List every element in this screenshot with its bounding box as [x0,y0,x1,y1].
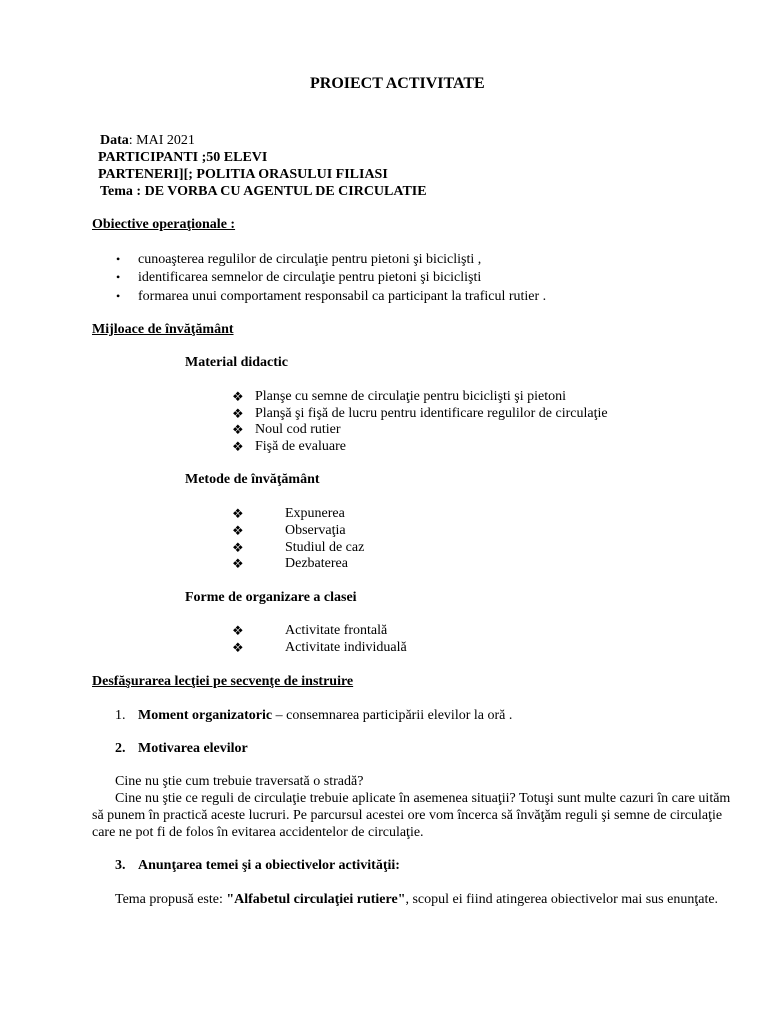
theme-paragraph [92,891,732,908]
material-item: Noul cod rutier [255,422,341,437]
methods-heading: Metode de învăţământ [185,472,320,487]
motivation-paragraph: Cine nu ştie ce reguli de circulaţie trebuie aplicate în asemenea situaţii? Totuşi sunt multe cazuri în care uităm să punem în practică aceste lucruri. Pe parcursul acestei ore vom încerca să învăţăm reguli şi semne de circulaţie care ne pot fi de folos în evitarea accidentelor de circulaţie. [92,791,731,840]
step-2-number: 2. [115,741,126,756]
means-heading: Mijloace de învăţământ [92,322,234,337]
diamond-bullet-icon: ❖ [232,556,244,571]
partners-line: PARTENERI][; POLITIA ORASULUI FILIASI [98,167,388,182]
step-1-text: – consemnarea participării elevilor la oră . [272,708,513,723]
diamond-bullet-icon: ❖ [232,389,244,404]
theme-rest: , scopul ei fiind atingerea obiectivelor mai sus enunţate. [405,892,719,907]
method-item: Expunerea [285,506,345,521]
form-item: Activitate individuală [285,640,407,655]
diamond-bullet-icon: ❖ [232,540,244,555]
material-heading: Material didactic [185,355,289,370]
lesson-sequence-heading: Desfăşurarea lecţiei pe secvenţe de instruire [92,674,354,689]
diamond-bullet-icon: ❖ [232,523,244,538]
step-2-title: Motivarea elevilor [138,741,248,756]
forms-heading: Forme de organizare a clasei [185,590,357,605]
material-item: Planşe cu semne de circulaţie pentru biciclişti şi pietoni [255,389,567,404]
diamond-bullet-icon: ❖ [232,640,244,655]
date-label: Data [100,133,129,148]
method-item: Studiul de caz [285,540,365,555]
material-item: Planşă şi fişă de lucru pentru identificare regulilor de circulaţie [255,406,608,421]
date-value: : MAI 2021 [128,133,195,148]
motivation-question-1: Cine nu ştie cum trebuie traversată o stradă? [115,774,364,789]
step-1-title: Moment organizatoric [138,708,273,723]
bullet-icon: • [116,270,121,284]
diamond-bullet-icon: ❖ [232,422,244,437]
diamond-bullet-icon: ❖ [232,623,244,638]
diamond-bullet-icon: ❖ [232,439,244,454]
step-1 [138,707,512,724]
theme-line: Tema : DE VORBA CU AGENTUL DE CIRCULATIE [100,184,427,199]
objective-item: identificarea semnelor de circulaţie pentru pietoni şi biciclişti [138,270,482,285]
theme-title: "Alfabetul circulaţiei rutiere" [226,892,406,907]
page-title: PROIECT ACTIVITATE [310,75,485,92]
step-1-number: 1. [115,708,126,723]
material-item: Fişă de evaluare [255,439,346,454]
theme-intro: Tema propusă este: [115,892,227,907]
step-3-number: 3. [115,858,126,873]
objectives-heading: Obiective operaţionale : [92,217,236,232]
objective-item: cunoaşterea regulilor de circulaţie pentru pietoni şi biciclişti , [138,252,482,267]
participants-line: PARTICIPANTI ;50 ELEVI [98,150,268,165]
form-item: Activitate frontală [285,623,388,638]
bullet-icon: • [116,289,121,303]
diamond-bullet-icon: ❖ [232,506,244,521]
method-item: Dezbaterea [285,556,348,571]
diamond-bullet-icon: ❖ [232,406,244,421]
method-item: Observaţia [285,523,346,538]
date-line [100,132,195,149]
step-3-title: Anunţarea temei şi a obiectivelor activităţii: [138,858,400,873]
bullet-icon: • [116,252,121,266]
objective-item: formarea unui comportament responsabil ca participant la traficul rutier . [138,289,547,304]
